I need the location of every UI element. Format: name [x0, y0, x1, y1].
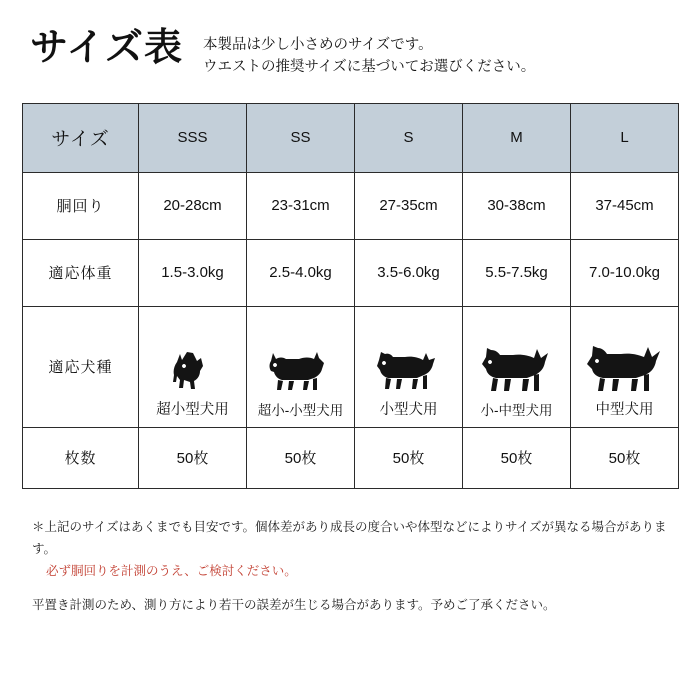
cell-count-l: 50枚 — [571, 427, 679, 488]
column-header-sss: SSS — [139, 103, 247, 172]
dog-icon — [373, 348, 445, 394]
table-header-row — [23, 103, 679, 172]
cell-girth-m: 30-38cm — [463, 172, 571, 239]
breed-label-s: 小型犬用 — [379, 401, 438, 418]
header — [22, 0, 678, 79]
cell-breed-s — [355, 306, 463, 427]
cell-girth-s: 27-35cm — [355, 172, 463, 239]
cell-breed-sss — [139, 306, 247, 427]
table-row-girth — [23, 172, 679, 239]
table-row-breed — [23, 306, 679, 427]
table-row-count — [23, 427, 679, 488]
size-table — [22, 103, 679, 489]
cell-count-ss: 50枚 — [247, 427, 355, 488]
column-header-s: S — [355, 103, 463, 172]
cell-breed-ss — [247, 306, 355, 427]
footnotes — [22, 517, 678, 617]
breed-label-l: 中型犬用 — [595, 401, 654, 418]
cell-breed-m — [463, 306, 571, 427]
dog-icon — [266, 349, 336, 395]
cell-count-m: 50枚 — [463, 427, 571, 488]
cell-count-s: 50枚 — [355, 427, 463, 488]
row-label-count: 枚数 — [23, 427, 139, 488]
cell-breed-l — [571, 306, 679, 427]
page-title: サイズ表 — [30, 27, 183, 69]
size-table-wrap — [22, 103, 678, 489]
column-header-ss: SS — [247, 103, 355, 172]
header-notes — [203, 34, 535, 79]
row-label-breed: 適応犬種 — [23, 306, 139, 427]
table-body — [23, 172, 679, 488]
header-note-line-2: ウエストの推奨サイズに基づいてお選びください。 — [202, 59, 536, 76]
cell-weight-ss: 2.5-4.0kg — [247, 239, 355, 306]
column-header-l: L — [571, 103, 679, 172]
table-header — [23, 103, 679, 172]
cell-girth-ss: 23-31cm — [247, 172, 355, 239]
dog-icon — [167, 348, 219, 394]
footnote-line-2: 必ず胴回りを計測のうえ、ご検討ください。 — [46, 563, 297, 578]
cell-girth-sss: 20-28cm — [139, 172, 247, 239]
cell-girth-l: 37-45cm — [571, 172, 679, 239]
cell-weight-s: 3.5-6.0kg — [355, 239, 463, 306]
cell-weight-l: 7.0-10.0kg — [571, 239, 679, 306]
cell-weight-m: 5.5-7.5kg — [463, 239, 571, 306]
breed-label-ss: 超小-小型犬用 — [257, 402, 344, 418]
table-row-weight — [23, 239, 679, 306]
header-note-line-1: 本製品は少し小さめのサイズです。 — [202, 37, 433, 53]
dog-icon — [477, 347, 557, 395]
cell-count-sss: 50枚 — [139, 427, 247, 488]
cell-weight-sss: 1.5-3.0kg — [139, 239, 247, 306]
row-label-girth: 胴回り — [23, 172, 139, 239]
breed-label-sss: 超小型犬用 — [156, 401, 229, 418]
dog-icon — [583, 346, 667, 394]
column-header-m: M — [463, 103, 571, 172]
footnote-line-1: ＊上記のサイズはあくまでも目安です。個体差があり成長の度合いや体型などによりサイズが異なる場合があります。 — [32, 519, 667, 556]
breed-label-m: 小-中型犬用 — [480, 402, 553, 418]
row-label-weight: 適応体重 — [23, 239, 139, 306]
table-corner-label: サイズ — [23, 103, 139, 172]
footnote-line-3: 平置き計測のため、測り方により若干の誤差が生じる場合があります。予めご了承ください。 — [32, 597, 556, 612]
